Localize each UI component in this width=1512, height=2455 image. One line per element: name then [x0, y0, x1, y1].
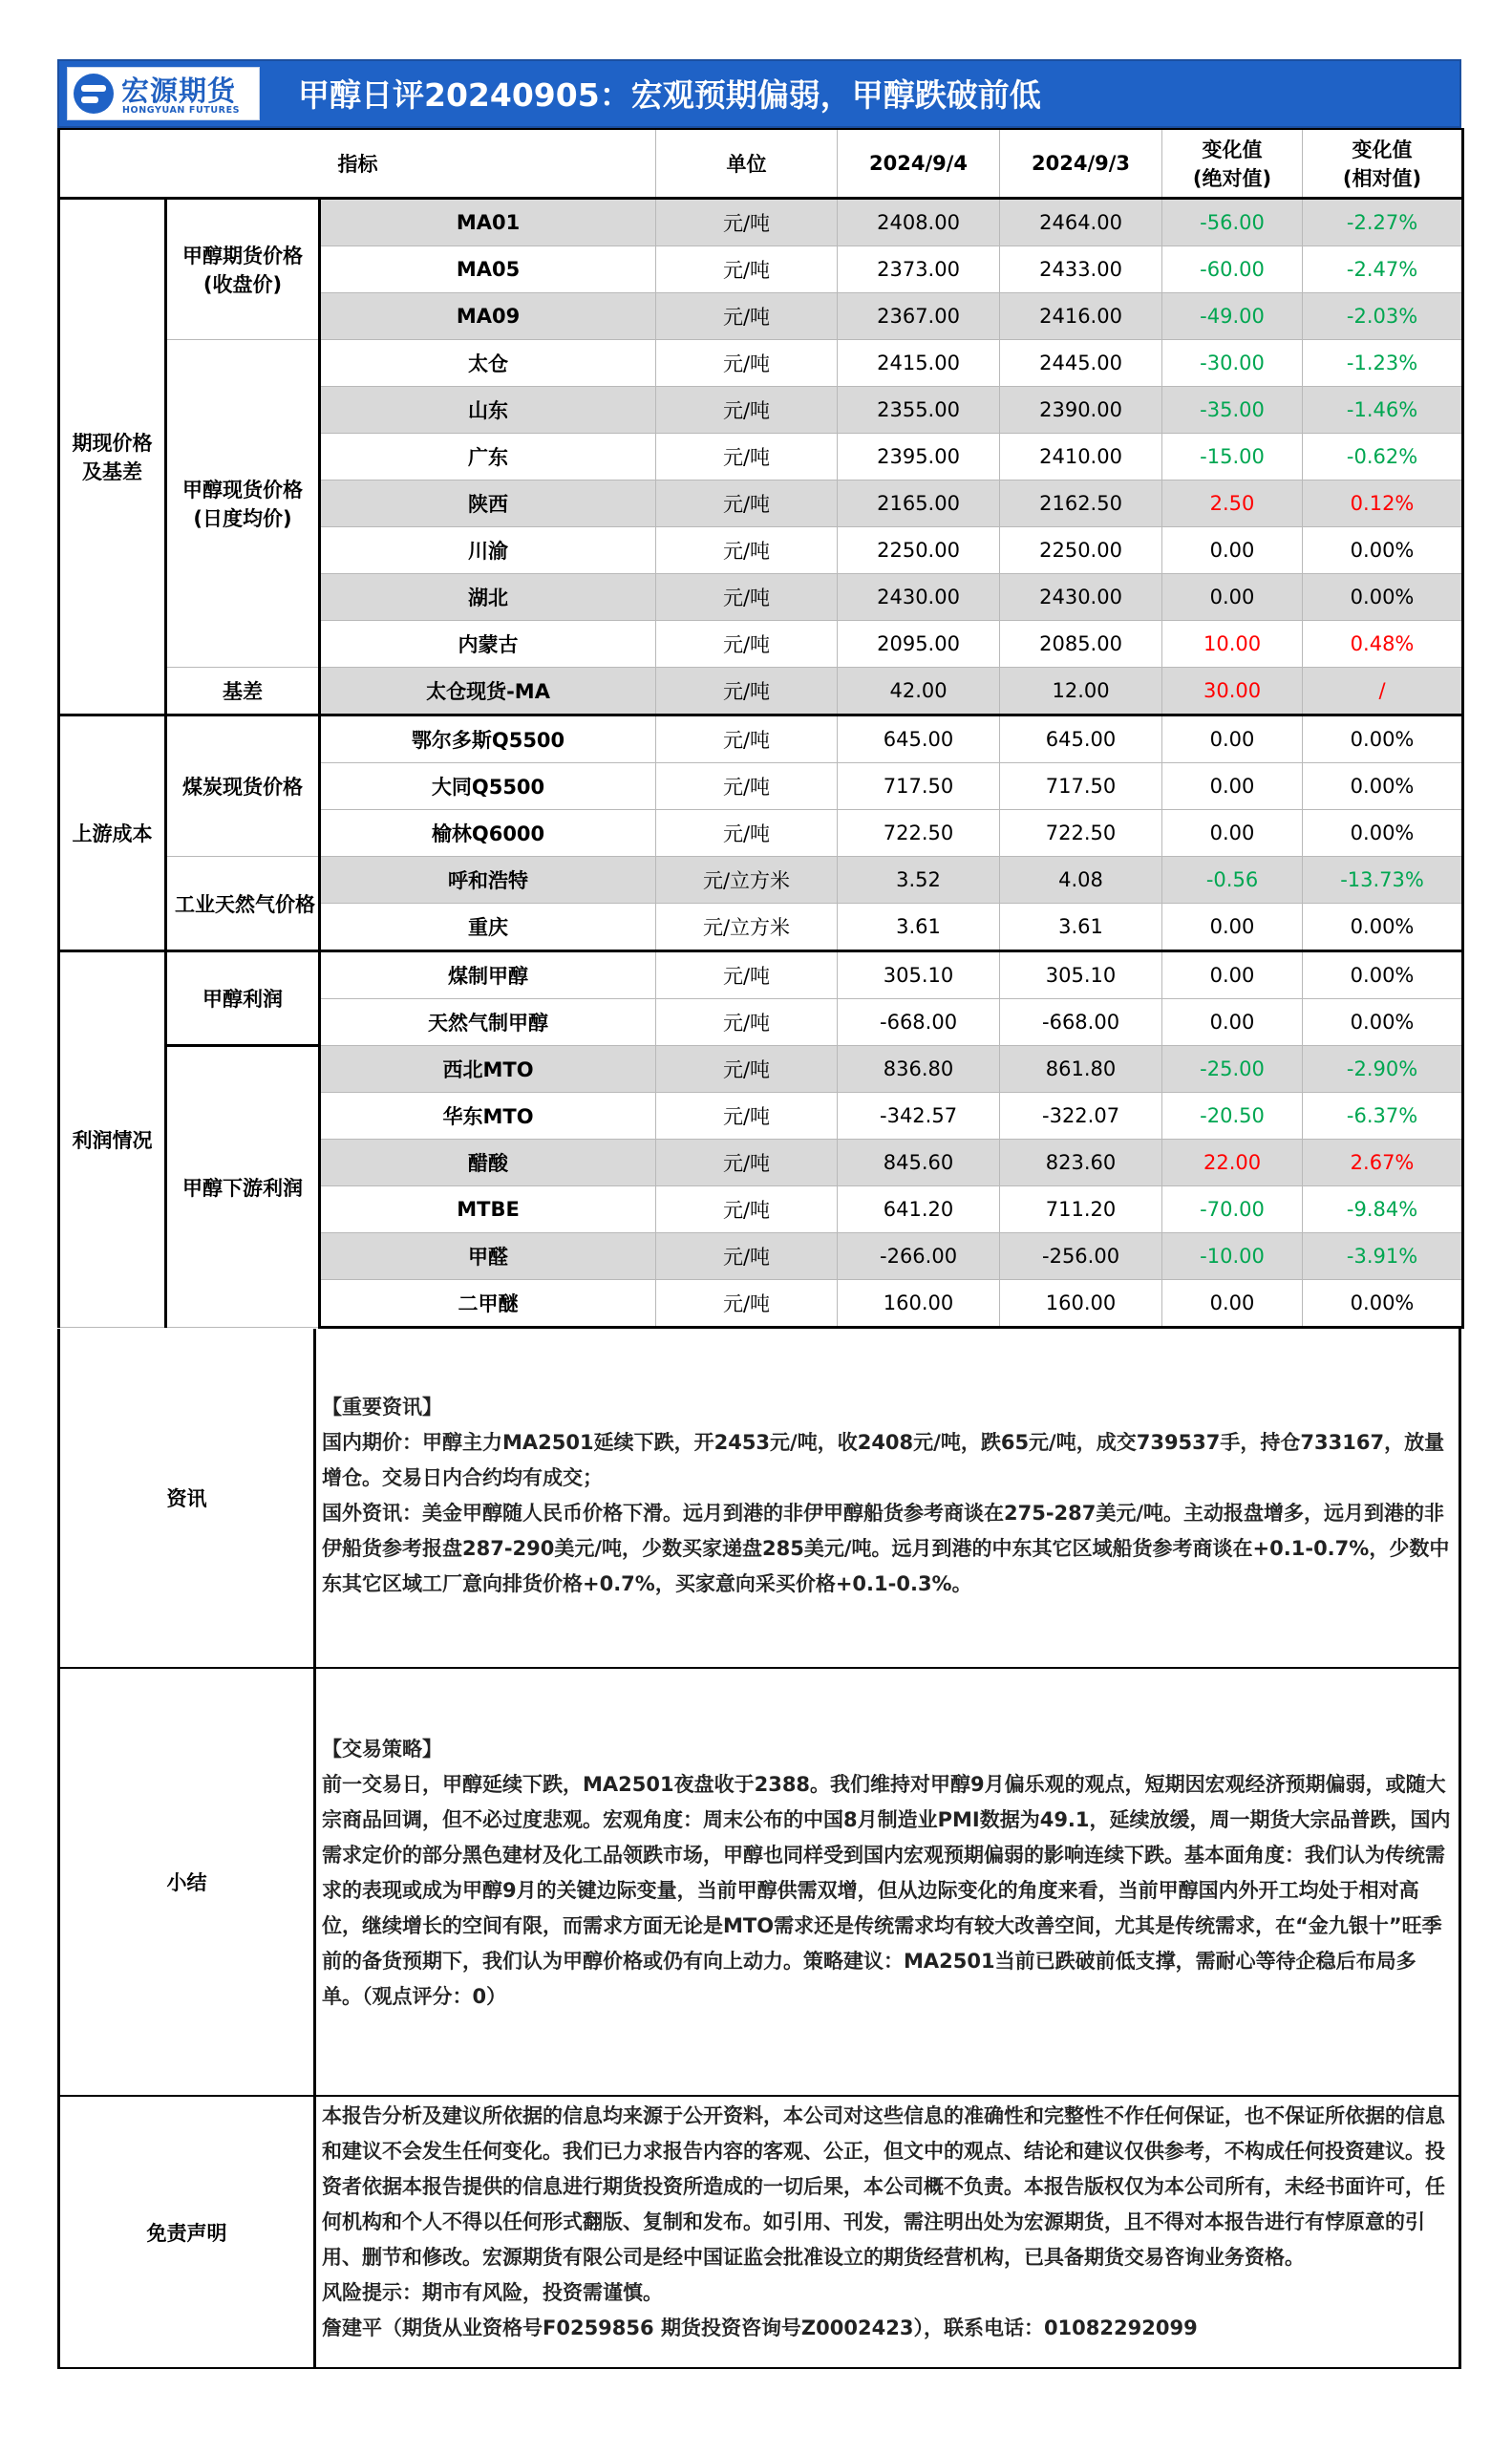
cell-abs: 30.00	[1162, 668, 1303, 715]
cell-d1: -266.00	[838, 1233, 1000, 1280]
cell-unit: 元/吨	[656, 1233, 838, 1280]
cell-abs: 10.00	[1162, 621, 1303, 668]
cell-rel: 0.00%	[1303, 810, 1463, 857]
subgroup-label: 甲醇现货价格(日度均价)	[166, 340, 320, 668]
cell-unit: 元/吨	[656, 434, 838, 480]
news-domestic: 国内期价：甲醇主力MA2501延续下跌，开2453元/吨，收2408元/吨，跌65元/吨，成交739537手，持仓733167，放量增仓。交易日内合约均有成交；	[322, 1431, 1445, 1489]
summary-label: 小结	[60, 1669, 316, 2095]
cell-name: 天然气制甲醇	[320, 999, 656, 1046]
cell-d1: 717.50	[838, 763, 1000, 810]
cell-name: 呼和浩特	[320, 857, 656, 904]
cell-name: 内蒙古	[320, 621, 656, 668]
subgroup-label: 甲醇下游利润	[166, 1046, 320, 1328]
news-label: 资讯	[60, 1329, 316, 1667]
cell-rel: 2.67%	[1303, 1140, 1463, 1186]
cell-d1: 722.50	[838, 810, 1000, 857]
cell-d2: 2430.00	[1000, 574, 1162, 621]
cell-d1: 2250.00	[838, 527, 1000, 574]
cell-abs: -56.00	[1162, 199, 1303, 246]
cell-name: 大同Q5500	[320, 763, 656, 810]
cell-name: 二甲醚	[320, 1280, 656, 1328]
cell-unit: 元/吨	[656, 340, 838, 387]
cell-d1: 3.61	[838, 904, 1000, 951]
cell-d1: 3.52	[838, 857, 1000, 904]
cell-rel: -3.91%	[1303, 1233, 1463, 1280]
analyst-info: 詹建平（期货从业资格号F0259856 期货投资咨询号Z0002423），联系电话：01082292099	[322, 2316, 1198, 2339]
table-row	[59, 715, 1463, 763]
cell-rel: 0.00%	[1303, 574, 1463, 621]
cell-d1: 305.10	[838, 951, 1000, 999]
report-sheet	[57, 59, 1461, 2369]
cell-rel: -2.03%	[1303, 293, 1463, 340]
disclaimer-text: 本报告分析及建议所依据的信息均来源于公开资料，本公司对这些信息的准确性和完整性不作任何保证，也不保证所依据的信息和建议不会发生任何变化。我们已力求报告内容的客观、公正，但文中的观点、结论和建议仅供参考，不构成任何投资建议。投资者依据本报告提供的信息进行期货投资所造成的一切后果，本公司概不负责。本报告版权仅为本公司所有，未经书面许可，任何机构和个人不得以任何形式翻版、复制和发布。如引用、刊发，需注明出处为宏源期货，且不得对本报告进行有悖原意的引用、删节和修改。宏源期货有限公司是经中国证监会批准设立的期货经营机构，已具备期货交易咨询业务资格。	[322, 2104, 1445, 2269]
cell-d2: 2162.50	[1000, 480, 1162, 527]
col-header-change-rel: 变化值 (相对值)	[1303, 129, 1463, 199]
cell-unit: 元/吨	[656, 199, 838, 246]
cell-d1: 2373.00	[838, 246, 1000, 293]
subgroup-label: 工业天然气价格	[166, 857, 320, 951]
cell-rel: 0.00%	[1303, 715, 1463, 763]
subgroup-label: 煤炭现货价格	[166, 715, 320, 857]
cell-d1: 641.20	[838, 1186, 1000, 1233]
news-overseas: 国外资讯：美金甲醇随人民币价格下滑。远月到港的非伊甲醇船货参考商谈在275-287美元/吨。主动报盘增多，远月到港的非伊船货参考报盘287-290美元/吨，少数买家递盘285美元/吨。远月到港的中东其它区域船货参考商谈在+0.1-0.7%，少数中东其它区域工厂意向排货价格+0.7%，买家意向采买价格+0.1-0.3%。	[322, 1502, 1450, 1595]
cell-d2: 2433.00	[1000, 246, 1162, 293]
cell-rel: -2.90%	[1303, 1046, 1463, 1093]
col-header-date2: 2024/9/3	[1000, 129, 1162, 199]
cell-d2: 3.61	[1000, 904, 1162, 951]
cell-name: 山东	[320, 387, 656, 434]
cell-d1: -668.00	[838, 999, 1000, 1046]
cell-unit: 元/吨	[656, 246, 838, 293]
cell-name: 陕西	[320, 480, 656, 527]
logo-name: 宏源期货	[121, 75, 237, 107]
cell-d2: 2250.00	[1000, 527, 1162, 574]
cell-name: 华东MTO	[320, 1093, 656, 1140]
cell-name: 鄂尔多斯Q5500	[320, 715, 656, 763]
cell-abs: 0.00	[1162, 951, 1303, 999]
cell-unit: 元/吨	[656, 951, 838, 999]
cell-unit: 元/吨	[656, 621, 838, 668]
group-label: 期现价格及基差	[59, 199, 166, 715]
cell-name: 太仓	[320, 340, 656, 387]
col-header-indicator: 指标	[59, 129, 656, 199]
cell-d2: 823.60	[1000, 1140, 1162, 1186]
summary-body	[316, 1669, 1459, 2095]
cell-rel: 0.00%	[1303, 763, 1463, 810]
cell-rel: 0.00%	[1303, 527, 1463, 574]
table-row	[59, 857, 1463, 904]
report-title: 甲醇日评20240905：宏观预期偏弱，甲醇跌破前低	[298, 76, 1041, 114]
risk-warning: 风险提示：期市有风险，投资需谨慎。	[322, 2281, 663, 2304]
cell-abs: -10.00	[1162, 1233, 1303, 1280]
cell-d2: 12.00	[1000, 668, 1162, 715]
table-row	[59, 951, 1463, 999]
cell-abs: 0.00	[1162, 810, 1303, 857]
cell-name: MA05	[320, 246, 656, 293]
cell-unit: 元/吨	[656, 527, 838, 574]
cell-rel: 0.00%	[1303, 999, 1463, 1046]
cell-d1: 2430.00	[838, 574, 1000, 621]
cell-d2: 2085.00	[1000, 621, 1162, 668]
col-header-unit: 单位	[656, 129, 838, 199]
cell-name: 重庆	[320, 904, 656, 951]
cell-unit: 元/吨	[656, 1046, 838, 1093]
cell-rel: 0.00%	[1303, 951, 1463, 999]
cell-abs: -30.00	[1162, 340, 1303, 387]
cell-d1: 2367.00	[838, 293, 1000, 340]
cell-unit: 元/立方米	[656, 904, 838, 951]
cell-unit: 元/吨	[656, 480, 838, 527]
logo-english-name: HONGYUAN FUTURES	[122, 105, 241, 116]
cell-abs: 0.00	[1162, 904, 1303, 951]
cell-name: MTBE	[320, 1186, 656, 1233]
cell-d2: 861.80	[1000, 1046, 1162, 1093]
table-row	[59, 1046, 1463, 1093]
table-header-row	[59, 129, 1463, 199]
cell-abs: 0.00	[1162, 763, 1303, 810]
col-header-change-abs: 变化值 (绝对值)	[1162, 129, 1303, 199]
cell-unit: 元/吨	[656, 1093, 838, 1140]
cell-rel: /	[1303, 668, 1463, 715]
cell-abs: 0.00	[1162, 527, 1303, 574]
cell-d2: 2464.00	[1000, 199, 1162, 246]
cell-rel: -1.46%	[1303, 387, 1463, 434]
table-row	[59, 199, 1463, 246]
cell-abs: -70.00	[1162, 1186, 1303, 1233]
cell-d1: 2395.00	[838, 434, 1000, 480]
cell-d1: 2165.00	[838, 480, 1000, 527]
cell-d1: 836.80	[838, 1046, 1000, 1093]
cell-abs: 0.00	[1162, 1280, 1303, 1328]
cell-abs: -25.00	[1162, 1046, 1303, 1093]
cell-rel: -2.27%	[1303, 199, 1463, 246]
table-row	[59, 668, 1463, 715]
cell-unit: 元/吨	[656, 574, 838, 621]
cell-name: 甲醛	[320, 1233, 656, 1280]
cell-d1: 42.00	[838, 668, 1000, 715]
cell-rel: -13.73%	[1303, 857, 1463, 904]
cell-abs: -35.00	[1162, 387, 1303, 434]
report-header	[57, 59, 1461, 128]
cell-rel: -1.23%	[1303, 340, 1463, 387]
cell-abs: 0.00	[1162, 574, 1303, 621]
cell-d2: 717.50	[1000, 763, 1162, 810]
cell-d2: 305.10	[1000, 951, 1162, 999]
subgroup-label: 甲醇利润	[166, 951, 320, 1046]
cell-d1: 2408.00	[838, 199, 1000, 246]
cell-d2: 4.08	[1000, 857, 1162, 904]
cell-d1: -342.57	[838, 1093, 1000, 1140]
cell-d1: 2415.00	[838, 340, 1000, 387]
cell-abs: -20.50	[1162, 1093, 1303, 1140]
table-row	[59, 340, 1463, 387]
disclaimer-section	[57, 2097, 1461, 2369]
cell-d1: 2355.00	[838, 387, 1000, 434]
cell-unit: 元/吨	[656, 387, 838, 434]
cell-d2: 2445.00	[1000, 340, 1162, 387]
cell-unit: 元/吨	[656, 668, 838, 715]
news-heading: 【重要资讯】	[322, 1396, 442, 1419]
cell-rel: 0.48%	[1303, 621, 1463, 668]
cell-abs: 22.00	[1162, 1140, 1303, 1186]
cell-rel: 0.12%	[1303, 480, 1463, 527]
cell-name: 广东	[320, 434, 656, 480]
cell-unit: 元/吨	[656, 715, 838, 763]
cell-unit: 元/吨	[656, 810, 838, 857]
cell-unit: 元/吨	[656, 1280, 838, 1328]
cell-d1: 845.60	[838, 1140, 1000, 1186]
cell-rel: -0.62%	[1303, 434, 1463, 480]
cell-rel: 0.00%	[1303, 1280, 1463, 1328]
logo-mark-icon	[74, 74, 114, 114]
cell-unit: 元/吨	[656, 999, 838, 1046]
cell-d2: 2390.00	[1000, 387, 1162, 434]
subgroup-label: 基差	[166, 668, 320, 715]
cell-d2: 160.00	[1000, 1280, 1162, 1328]
cell-rel: -6.37%	[1303, 1093, 1463, 1140]
news-body	[316, 1329, 1459, 1667]
cell-abs: -49.00	[1162, 293, 1303, 340]
subgroup-label: 甲醇期货价格(收盘价)	[166, 199, 320, 340]
cell-d1: 645.00	[838, 715, 1000, 763]
cell-abs: 0.00	[1162, 715, 1303, 763]
cell-d1: 160.00	[838, 1280, 1000, 1328]
summary-heading: 【交易策略】	[322, 1738, 442, 1761]
disclaimer-label: 免责声明	[60, 2097, 316, 2367]
cell-unit: 元/立方米	[656, 857, 838, 904]
cell-name: 煤制甲醇	[320, 951, 656, 999]
cell-d2: -668.00	[1000, 999, 1162, 1046]
cell-unit: 元/吨	[656, 1186, 838, 1233]
group-label: 上游成本	[59, 715, 166, 951]
cell-d2: 722.50	[1000, 810, 1162, 857]
cell-rel: 0.00%	[1303, 904, 1463, 951]
cell-d2: 645.00	[1000, 715, 1162, 763]
news-section	[57, 1329, 1461, 1669]
cell-d2: 711.20	[1000, 1186, 1162, 1233]
group-label: 利润情况	[59, 951, 166, 1328]
cell-d2: 2416.00	[1000, 293, 1162, 340]
company-logo	[67, 67, 260, 120]
indicator-table	[57, 128, 1464, 1329]
cell-abs: 0.00	[1162, 999, 1303, 1046]
cell-name: 榆林Q6000	[320, 810, 656, 857]
cell-d2: 2410.00	[1000, 434, 1162, 480]
cell-unit: 元/吨	[656, 1140, 838, 1186]
cell-name: 川渝	[320, 527, 656, 574]
cell-abs: -60.00	[1162, 246, 1303, 293]
col-header-date1: 2024/9/4	[838, 129, 1000, 199]
cell-name: MA09	[320, 293, 656, 340]
cell-name: MA01	[320, 199, 656, 246]
cell-abs: 2.50	[1162, 480, 1303, 527]
cell-name: 湖北	[320, 574, 656, 621]
cell-abs: -15.00	[1162, 434, 1303, 480]
cell-unit: 元/吨	[656, 763, 838, 810]
cell-unit: 元/吨	[656, 293, 838, 340]
cell-rel: -2.47%	[1303, 246, 1463, 293]
summary-section	[57, 1669, 1461, 2097]
cell-d2: -322.07	[1000, 1093, 1162, 1140]
cell-name: 太仓现货-MA	[320, 668, 656, 715]
cell-name: 醋酸	[320, 1140, 656, 1186]
cell-d1: 2095.00	[838, 621, 1000, 668]
cell-name: 西北MTO	[320, 1046, 656, 1093]
cell-rel: -9.84%	[1303, 1186, 1463, 1233]
cell-abs: -0.56	[1162, 857, 1303, 904]
cell-d2: -256.00	[1000, 1233, 1162, 1280]
summary-text: 前一交易日，甲醇延续下跌，MA2501夜盘收于2388。我们维持对甲醇9月偏乐观的观点，短期因宏观经济预期偏弱，或随大宗商品回调，但不必过度悲观。宏观角度：周末公布的中国8月制造业PMI数据为49.1，延续放缓，周一期货大宗品普跌，国内需求定价的部分黑色建材及化工品领跌市场，甲醇也同样受到国内宏观预期偏弱的影响连续下跌。基本面角度：我们认为传统需求的表现或成为甲醇9月的关键边际变量，当前甲醇供需双增，但从边际变化的角度来看，当前甲醇国内外开工均处于相对高位，继续增长的空间有限，而需求方面无论是MTO需求还是传统需求均有较大改善空间，尤其是传统需求，在“金九银十”旺季前的备货预期下，我们认为甲醇价格或仍有向上动力。策略建议：MA2501当前已跌破前低支撑，需耐心等待企稳后布局多单。（观点评分：0）	[322, 1773, 1451, 2008]
disclaimer-body	[316, 2097, 1459, 2367]
